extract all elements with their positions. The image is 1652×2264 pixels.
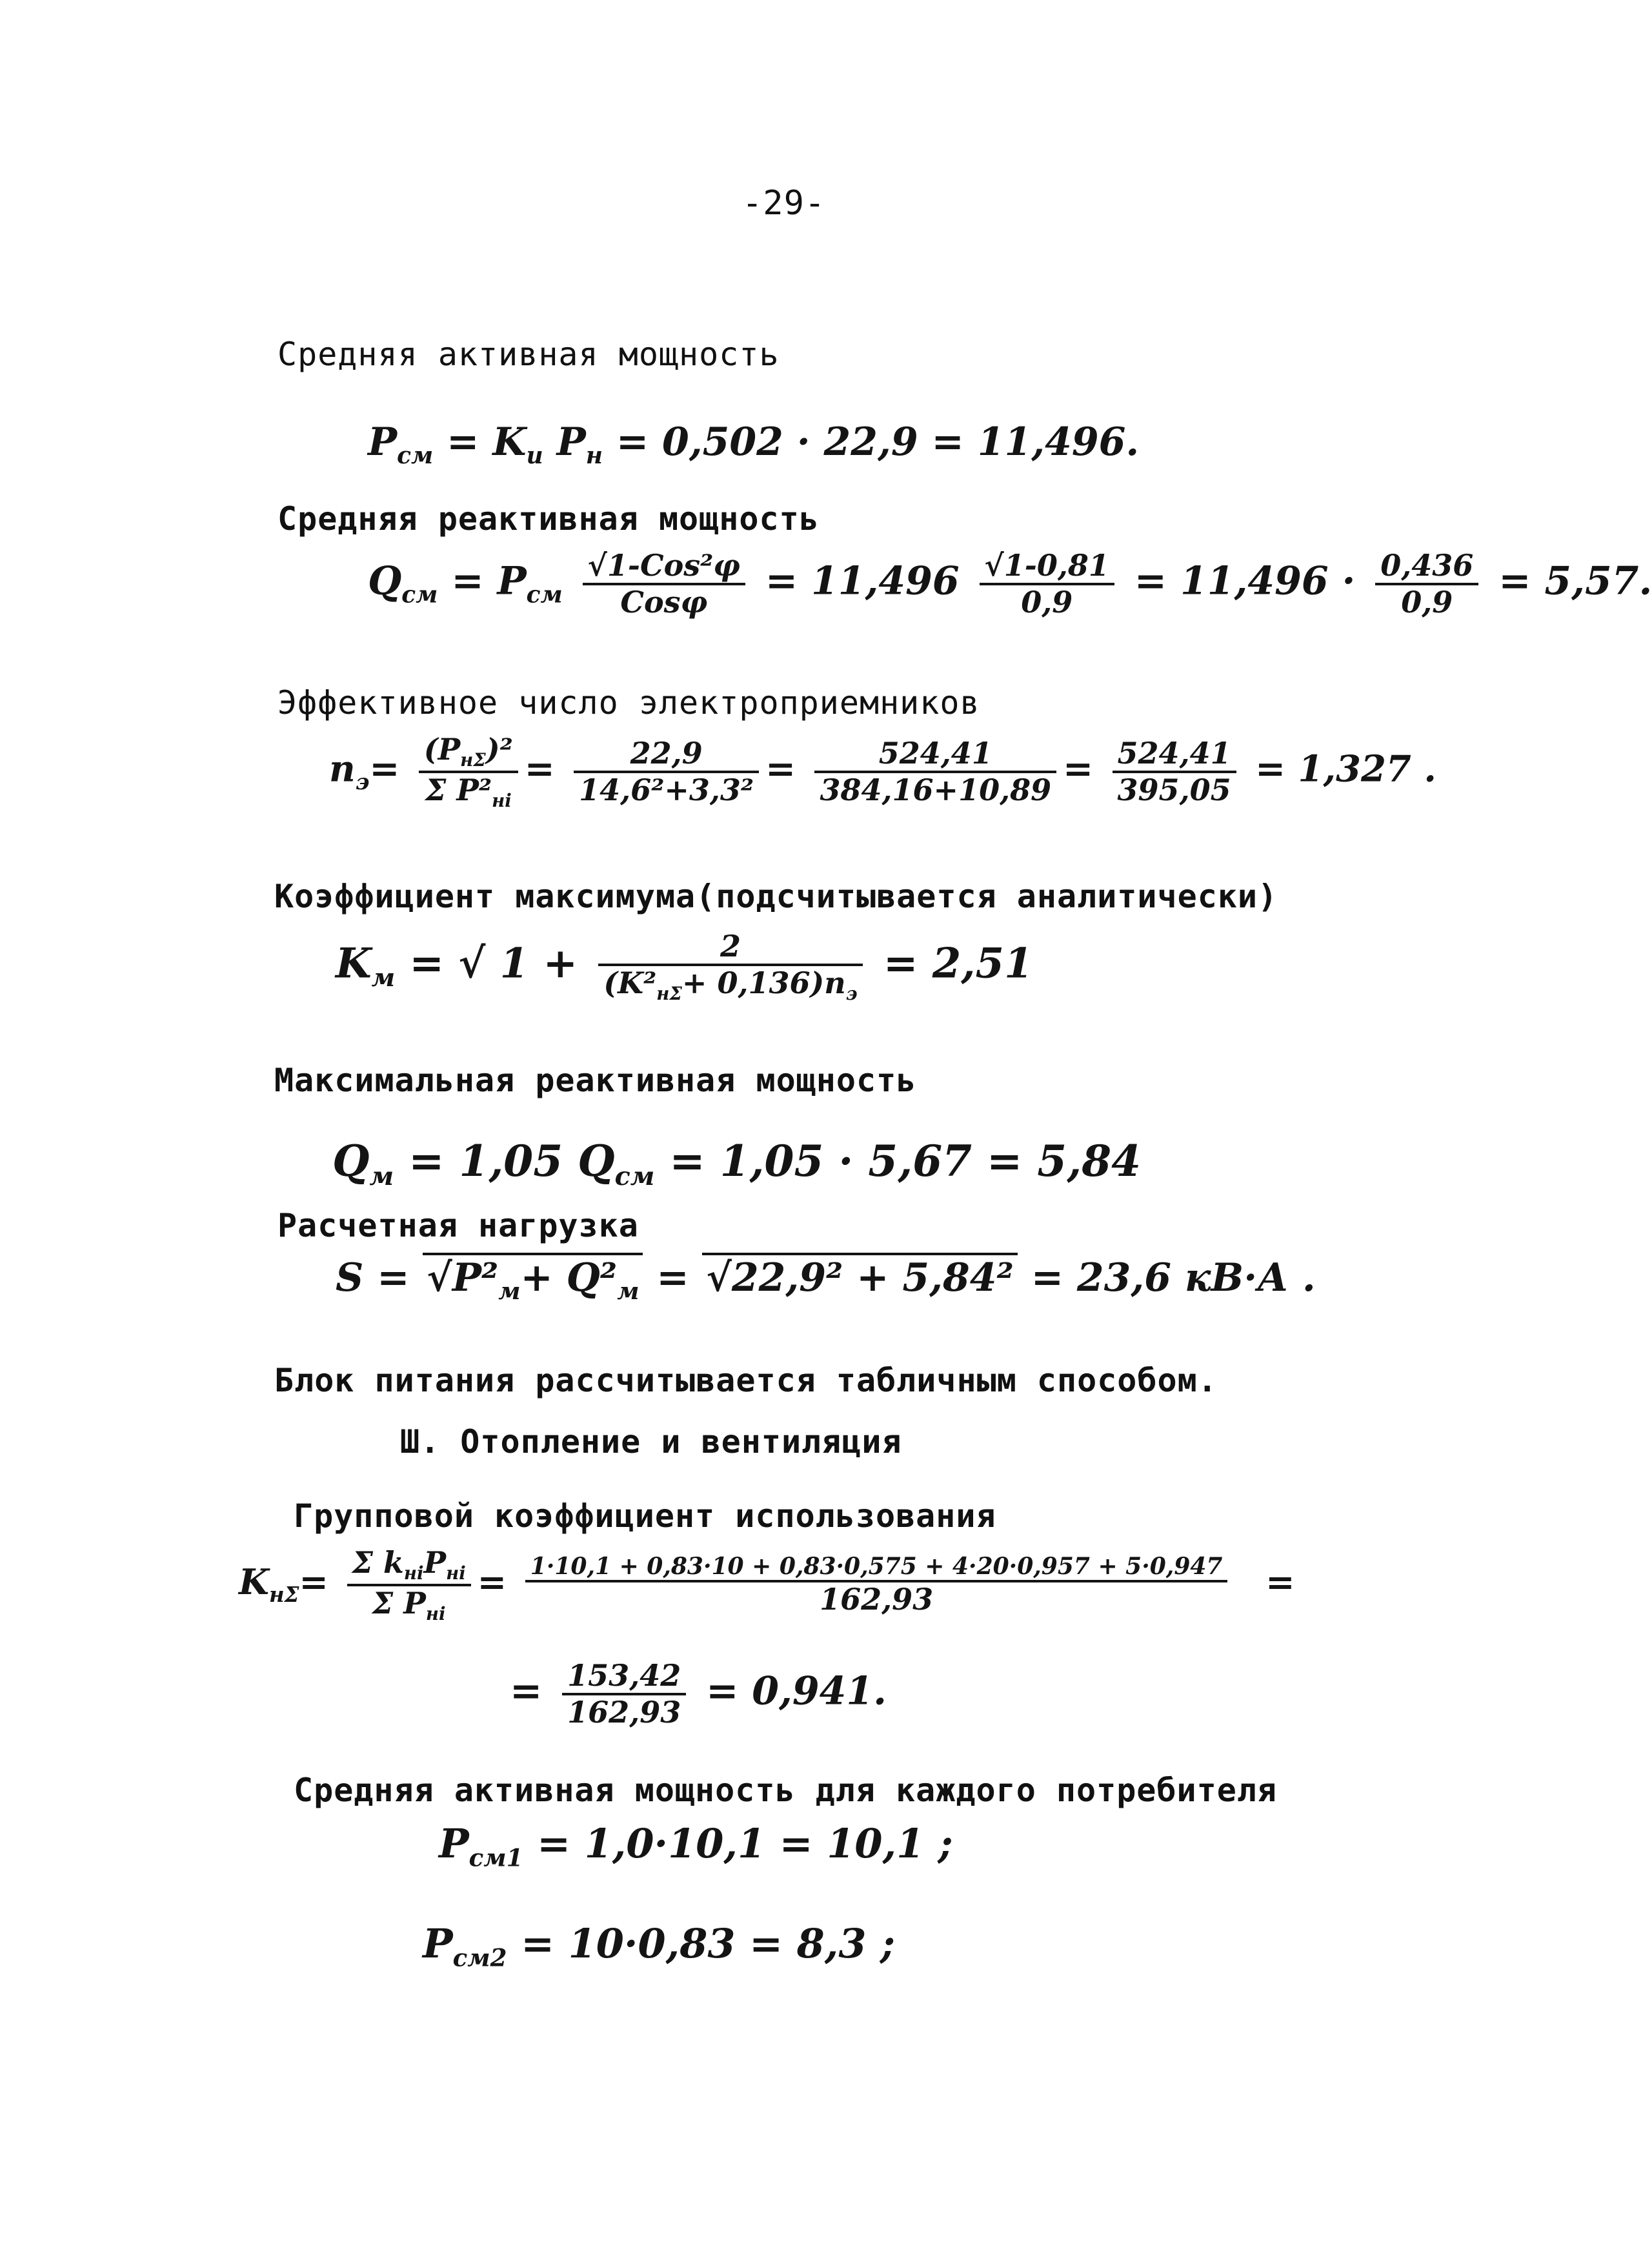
label-avg-reactive-power: Средняя реактивная мощность: [277, 500, 820, 538]
formula-k-nsum: $K_{н\Sigma}=$ Σ $k_{нi}P_{нi}$ Σ $P_{нi}$ = 1·10,1 + 0,83·10 + 0,83·0,575 + 4·20·0,957 + 5·0,947 162,93 =: [239, 1545, 1295, 1625]
label-max-reactive-power: Максимальная реактивная мощность: [274, 1062, 917, 1099]
formula-p-cm: $P_{см} = K_и$ $P_н = 0,502 \cdot 22,9 = 11,496$.: [368, 419, 1140, 469]
formula-k-nsum-result: = $\frac{153,42}{162,93}$ = 0,941.: [510, 1658, 887, 1730]
formula-p-cm1: $P_{см1} = 1,0\cdot 10,1 = 10,1$ ;: [439, 1820, 953, 1872]
label-design-load: Расчетная нагрузка: [277, 1207, 639, 1244]
page-number: -29-: [742, 184, 826, 223]
formula-n-e: $n_э=$ $(P_{н\Sigma})^2$ Σ $P^2_{нi}$ = $\frac{22,9}{\text{14,6²+3,3²}}$ = $\frac{524,41}{384,16+10,89}$ = $\frac{524,41}{395,05}$ = 1,327 .: [329, 732, 1436, 812]
label-avg-active-power: Средняя активная мощность: [277, 336, 780, 373]
formula-q-cm: $Q_{см} = P_{см}$ √1-Cos²φ Cosφ = 11,496 $\frac{√1-0,81}{0,9}$ = 11,496 · $\frac{0,436}{0,9}$ = 5,57.: [368, 548, 1652, 620]
formula-q-m: $Q_м = 1,05$ $Q_{см} = 1,05 \cdot 5,67 = 5,84$: [332, 1136, 1142, 1192]
section-heading-heating: Ш. Отопление и вентиляция: [400, 1423, 902, 1460]
formula-s: $S = √P^2_м+ Q^2_м = √22,9^2 + 5,84^2 = 23,6$ кВ·А .: [336, 1255, 1316, 1305]
formula-p-cm2: $P_{см2} = 10\cdot 0,83 = 8,3$ ;: [423, 1920, 895, 1972]
label-group-coefficient: Групповой коэффициент использования: [294, 1497, 996, 1535]
label-avg-active-each: Средняя активная мощность для каждого потребителя: [294, 1772, 1278, 1809]
label-effective-number: Эффективное число электроприемников: [277, 684, 980, 722]
label-max-coefficient: Коэффициент максимума(подсчитывается аналитически): [274, 878, 1278, 915]
formula-k-m: $K_м$ = √ 1 + 2 $(K^2_{н\Sigma}+ 0,136)n_э$ = 2,51: [336, 929, 1033, 1005]
label-power-unit: Блок питания рассчитывается табличным способом.: [274, 1362, 1218, 1399]
